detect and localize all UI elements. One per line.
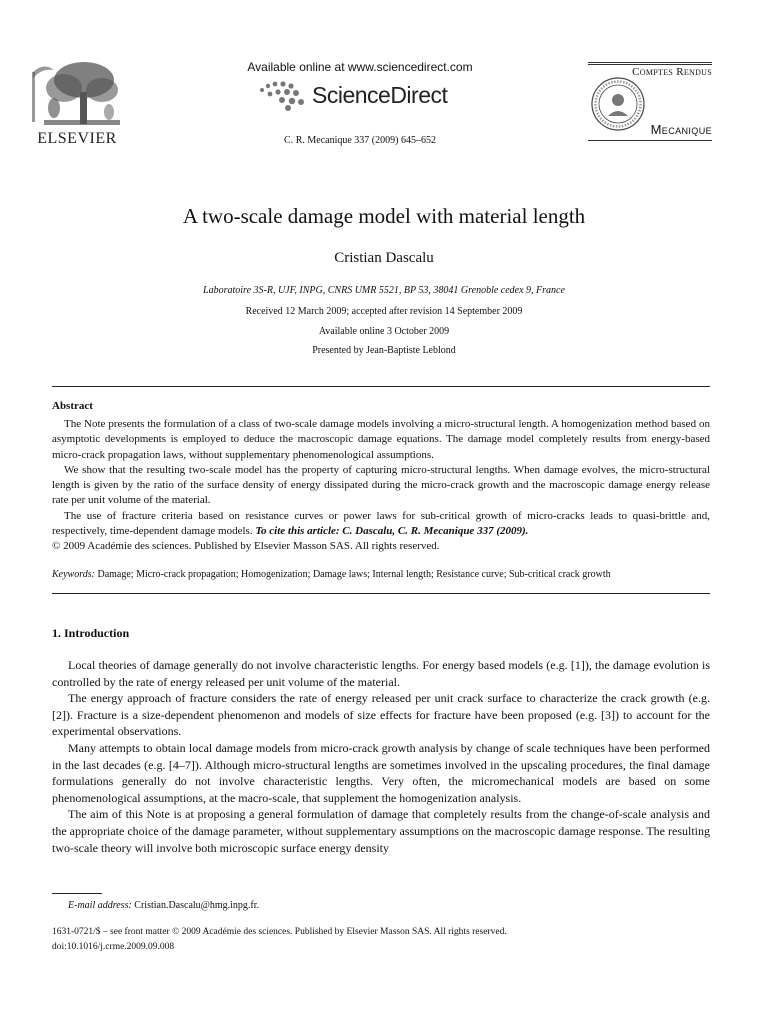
available-online-text: Available online at www.sciencedirect.com: [247, 60, 473, 74]
elsevier-wordmark: ELSEVIER: [37, 130, 117, 147]
author-affiliation: Laboratoire 3S-R, UJF, INPG, CNRS UMR 5521, BP 53, 38041 Grenoble cedex 9, France: [203, 285, 565, 296]
logo-rule-bottom: [588, 140, 712, 141]
comptes-rendus-text: Comptes Rendus: [632, 66, 712, 78]
introduction-body: [52, 657, 710, 856]
logo-rule-top-inner: [588, 64, 712, 65]
abstract-copyright: © 2009 Académie des sciences. Published by Elsevier Masson SAS. All rights reserved.: [52, 540, 440, 553]
doi: doi:10.1016/j.crme.2009.09.008: [52, 942, 175, 952]
abstract-paragraph-3-text: The use of fracture criteria based on resistance curves or power laws for sub-critical growth of micro-cracks leads to quasi-brittle and, respectively, time-dependent damage models.: [52, 509, 710, 538]
available-online-date: Available online 3 October 2009: [318, 326, 450, 337]
article-author: Cristian Dascalu: [334, 250, 434, 266]
intro-paragraph-3: Many attempts to obtain local damage models from micro-crack growth analysis by change of scale techniques have been performed in the last decades (e.g. [4–7]). Although micro-structural lengths are sometimes involved in the upscaling procedures, the final damage formulations generally do not involve characteristic lengths. Very often, the micromechanical models are based on some phenomenological assumptions, at the macro-scale, that supplement the homogenization analysis.: [52, 740, 710, 805]
elsevier-logo: [24, 58, 130, 148]
intro-paragraph-1: Local theories of damage generally do not involve characteristic lengths. For energy based models (e.g. [1]), the damage evolution is controlled by the rate of energy released per unit volume of the material.: [52, 658, 710, 689]
divider-bottom: [52, 593, 710, 594]
mecanique-text: Mecanique: [650, 122, 712, 137]
sciencedirect-logo: [256, 78, 476, 114]
email-label: E-mail address:: [68, 900, 132, 911]
section-heading-introduction: 1. Introduction: [52, 626, 130, 640]
abstract-body: [52, 417, 710, 555]
keywords-list: Damage; Micro-crack propagation; Homogenization; Damage laws; Internal length; Resistance curve; Sub-critical crack growth: [97, 569, 611, 580]
received-dates: Received 12 March 2009; accepted after revision 14 September 2009: [245, 306, 523, 317]
abstract-paragraph-2: We show that the resulting two-scale model has the property of capturing micro-structural lengths. When damage evolves, the micro-structural length is given by the ratio of the surface density of energy dissipated during the micro-crack growth and the macroscopic damage energy release rate per unit volume of the material.: [52, 463, 710, 507]
footnote-rule: [52, 893, 102, 894]
abstract-paragraph-1: The Note presents the formulation of a class of two-scale damage models involving a micro-structural length. A homogenization method based on asymptotic developments is employed to deduce the macroscopic damage equations. The damage model completely results from energy-based micro-crack propagation laws, without supplementary phenomenological assumptions.: [52, 418, 710, 461]
cite-this-article: To cite this article: C. Dascalu, C. R. Mecanique 337 (2009).: [255, 525, 529, 538]
comptes-rendus-logo: [588, 62, 712, 152]
divider-top: [52, 386, 710, 387]
intro-paragraph-4: The aim of this Note is at proposing a general formulation of damage that completely results from the change-of-scale analysis and the appropriate choice of the damage parameter, without supplementary assumptions on the macroscopic damage response. The resulting two-scale theory will involve both microscopic surface energy density: [52, 807, 710, 855]
sciencedirect-dots-icon: [256, 80, 308, 112]
abstract-heading: Abstract: [52, 400, 93, 412]
footnote-email: [68, 900, 259, 911]
issn-front-matter: 1631-0721/$ – see front matter © 2009 Académie des sciences. Published by Elsevier Masson SAS. All rights reserved.: [52, 927, 507, 937]
article-title: A two-scale damage model with material length: [182, 204, 586, 228]
sciencedirect-wordmark: ScienceDirect: [312, 82, 448, 108]
intro-paragraph-2: The energy approach of fracture considers the rate of energy released per unit crack surface to characterize the crack growth (e.g. [2]). Fracture is a size-dependent phenomenon and models of size effects for fracture have been proposed (e.g. [3]) to account for the experimental observations.: [52, 691, 710, 739]
keywords: [52, 569, 710, 580]
email-address: Cristian.Dascalu@hmg.inpg.fr.: [134, 900, 260, 911]
elsevier-tree-icon: [24, 58, 130, 130]
abstract-paragraph-3: [52, 509, 710, 540]
journal-citation: C. R. Mecanique 337 (2009) 645–652: [284, 135, 436, 146]
logo-rule-top: [588, 62, 712, 63]
presented-by: Presented by Jean-Baptiste Leblond: [312, 345, 456, 356]
keywords-label: Keywords:: [52, 569, 95, 580]
academie-seal-icon: [590, 76, 646, 132]
